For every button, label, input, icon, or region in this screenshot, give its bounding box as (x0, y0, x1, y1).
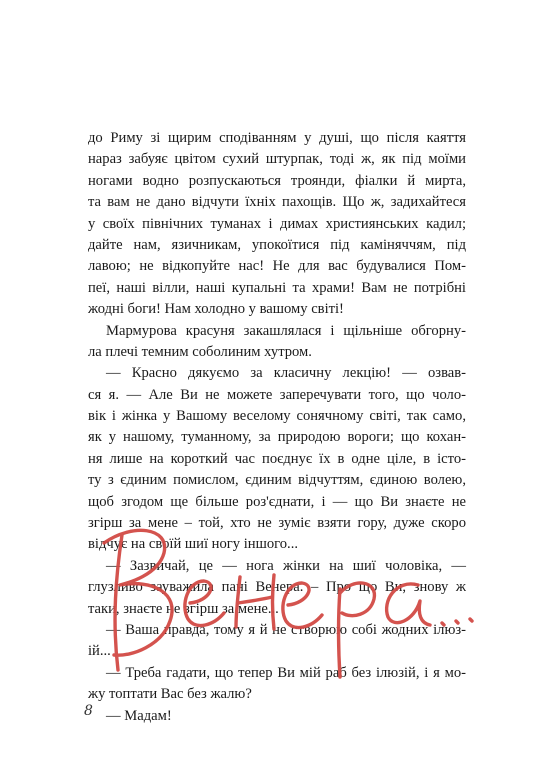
text-line: — Зазвичай, це — нога жінки на шиї чоловіка, — (106, 557, 466, 574)
text-line: — Треба гадати, що тепер Ви мій раб без ілюзій, і я мо- (106, 664, 466, 681)
text-line: дайте нам, язичникам, упокоїтися під каміняччям, під (88, 236, 466, 253)
text-line: ту з єдиним помислом, єдиним відчуттям, єдиною волею, (88, 472, 466, 489)
text-line: вік і жінка у Вашому веселому сонячному світі, так само, (88, 408, 466, 425)
text-line: до Риму зі щирим сподіванням у душі, що після каяття (88, 130, 466, 146)
text-line: — Ваша правда, тому я й не створюю собі жодних ілюз- (106, 621, 466, 638)
text-line: пеї, наші вілли, наші купальні та храми! Вам не потрібні (88, 279, 466, 296)
text-line: Мармурова красуня закашлялася і щільніше обгорну- (106, 322, 466, 339)
body-text (88, 128, 466, 727)
text-line: глузливо зауважила пані Венера. – Про що Ви, знову ж (88, 579, 466, 596)
text-line: щоб згодом ще більше роз'єднати, і — що Ви знаєте не (88, 493, 466, 510)
page-number: 8 (84, 703, 93, 719)
text-line: — Мадам! (106, 707, 172, 724)
text-line: ня лише на короткий час поєднує їх в одне ціле, в істо- (88, 450, 466, 467)
text-line: як у нашому, туманному, за природою вороги; що кохан- (88, 429, 466, 446)
text-line: ла плечі темним соболиним хутром. (88, 343, 312, 360)
text-line: жодні боги! Нам холодно у вашому світі! (88, 301, 344, 318)
text-line: ногами водно розпускаються троянди, фіалки й мирта, (88, 172, 466, 189)
text-line: у своїх північних туманах і димах християнських кадил; (88, 215, 466, 232)
text-line: ся я. — Але Ви не можете заперечувати того, що чоло- (88, 386, 466, 403)
text-line: жу топтати Вас без жалю? (88, 686, 252, 703)
text-line: нараз забуяє цвітом сухий штурпак, тоді ж, як під моїми (88, 151, 466, 168)
text-line: відчує на своїй шиї ногу іншого... (88, 536, 298, 553)
text-line: та вам не дано відчути їхніх пахощів. Що ж, задихайтеся (88, 194, 466, 211)
text-line: ій... (88, 643, 111, 660)
text-line: лавою; не відкопуйте нас! Не для вас будувалися Пом- (88, 258, 466, 275)
text-line: згірш за мене – той, хто не зуміє взяти гору, дуже скоро (88, 515, 466, 532)
text-line: — Красно дякуємо за класичну лекцію! — озвав- (106, 365, 466, 382)
text-line: таки, знаєте не згірш за мене... (88, 600, 279, 617)
